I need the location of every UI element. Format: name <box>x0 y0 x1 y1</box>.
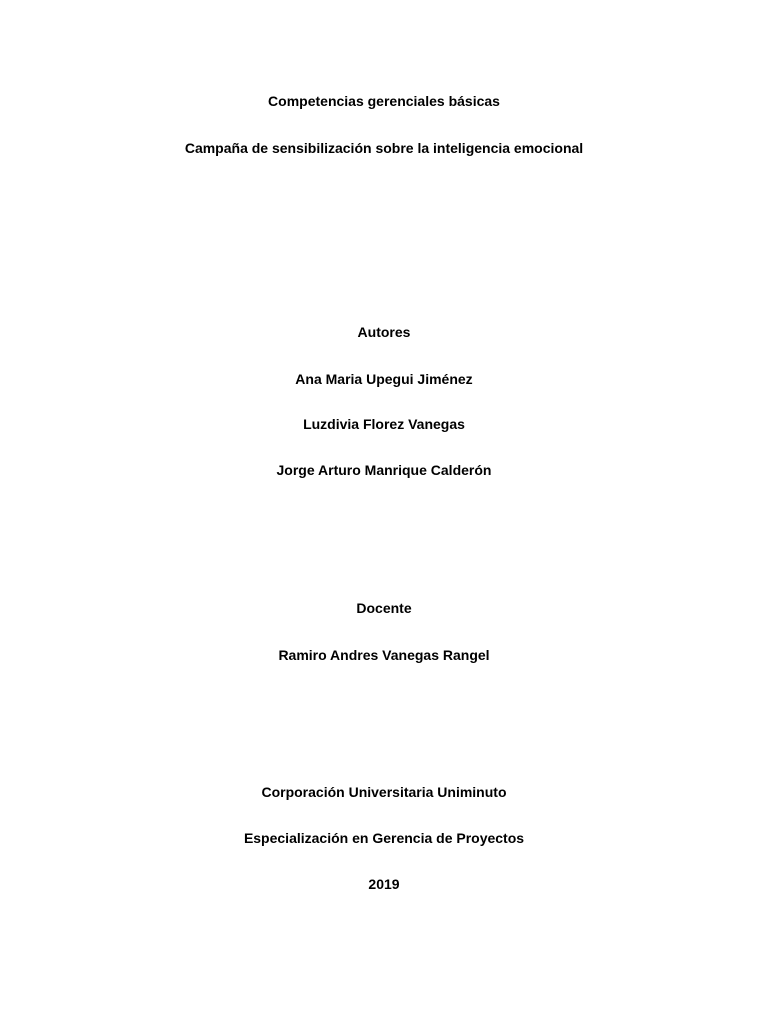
teacher-heading: Docente <box>356 600 412 616</box>
teacher-name: Ramiro Andres Vanegas Rangel <box>278 647 490 663</box>
author-name: Jorge Arturo Manrique Calderón <box>276 462 492 478</box>
program-name: Especialización en Gerencia de Proyectos <box>243 830 525 846</box>
authors-heading: Autores <box>357 324 411 340</box>
document-title: Competencias gerenciales básicas <box>268 93 500 109</box>
document-subtitle: Campaña de sensibilización sobre la inteligencia emocional <box>184 140 584 156</box>
institution-name: Corporación Universitaria Uniminuto <box>261 784 507 800</box>
author-name: Ana Maria Upegui Jiménez <box>295 371 473 387</box>
author-name: Luzdivia Florez Vanegas <box>303 416 465 432</box>
document-year: 2019 <box>368 876 400 892</box>
